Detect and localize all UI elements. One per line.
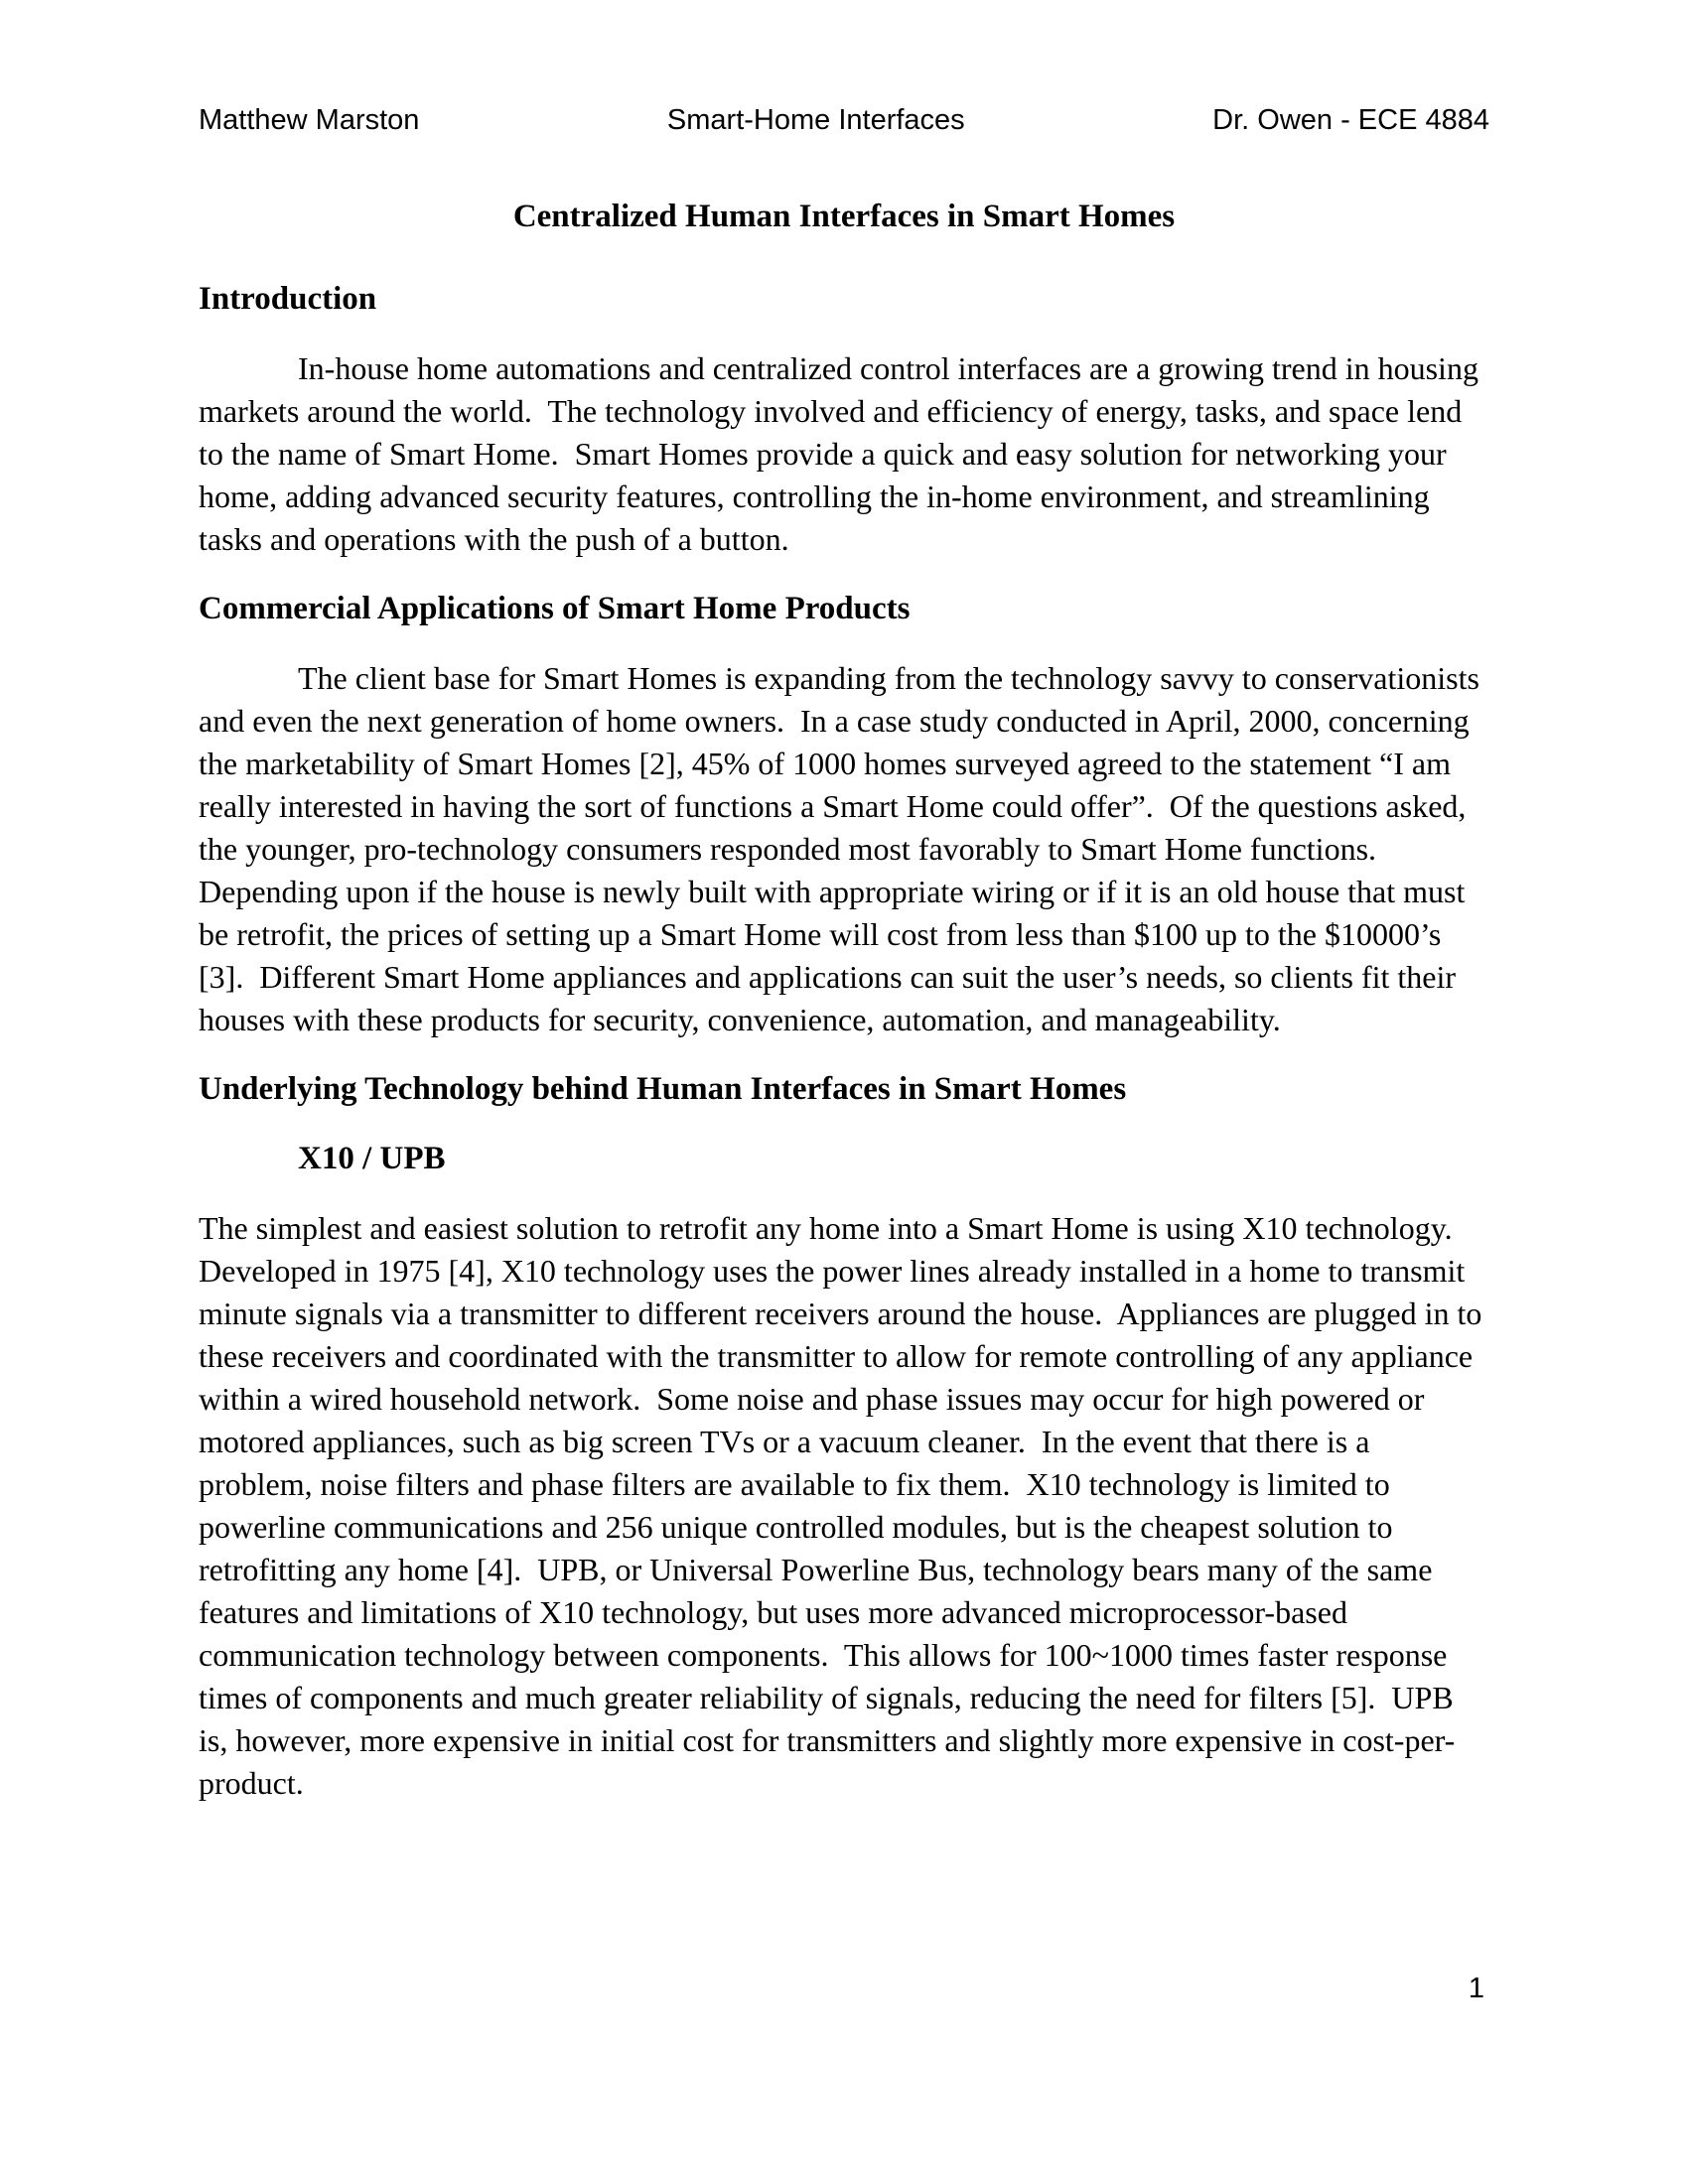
section-heading-introduction: Introduction: [199, 281, 377, 317]
section-heading-commercial-applications: Commercial Applications of Smart Home Products: [199, 591, 911, 626]
header-course: Dr. Owen - ECE 4884: [1212, 104, 1489, 136]
page-header: [199, 102, 1489, 138]
header-author: Matthew Marston: [199, 104, 420, 136]
header-doc-title: Smart-Home Interfaces: [666, 104, 965, 136]
paragraph-x10-upb: The simplest and easiest solution to retrofit any home into a Smart Home is using X10 technology. Developed in 1975 [4], X10 technology uses the power lines already installed in a home to transmit minute signals via a transmitter to different receivers around the house. Appliances are plugged in to these receivers and coordinated with the transmitter to allow for remote controlling of any appliance within a wired household network. Some noise and phase issues may occur for high powered or motored appliances, such as big screen TVs or a vacuum cleaner. In the event that there is a problem, noise filters and phase filters are available to fix them. X10 technology is limited to powerline communications and 256 unique controlled modules, but is the cheapest solution to retrofitting any home [4]. UPB, or Universal Powerline Bus, technology bears many of the same features and limitations of X10 technology, but uses more advanced microprocessor-based communication technology between components. This allows for 100~1000 times faster response times of components and much greater reliability of signals, reducing the need for filters [5]. UPB is, however, more expensive in initial cost for transmitters and slightly more expensive in cost-per-product.: [199, 1210, 1490, 1801]
sub-heading-x10-upb: X10 / UPB: [298, 1141, 446, 1176]
paragraph-introduction: In-house home automations and centralized control interfaces are a growing trend in housing markets around the world. The technology involved and efficiency of energy, tasks, and space lend to the name of Smart Home. Smart Homes provide a quick and easy solution for networking your home, adding advanced security features, controlling the in-home environment, and streamlining tasks and operations with the push of a button.: [199, 350, 1486, 557]
section-introduction: [199, 278, 1489, 561]
page-number: 1: [1468, 1973, 1484, 2004]
section-commercial-applications: [199, 588, 1489, 1041]
section-heading-underlying-technology: Underlying Technology behind Human Interfaces in Smart Homes: [199, 1071, 1127, 1107]
document-title: Centralized Human Interfaces in Smart Homes: [512, 199, 1176, 234]
paragraph-commercial-applications: The client base for Smart Homes is expanding from the technology savvy to conservationists and even the next generation of home owners. In a case study conducted in April, 2000, concerning the marketability of Smart Homes [2], 45% of 1000 homes surveyed agreed to the statement “I am really interested in having the sort of functions a Smart Home could offer”. Of the questions asked, the younger, pro-technology consumers responded most favorably to Smart Home functions. Depending upon if the house is newly built with appropriate wiring or if it is an old house that must be retrofit, the prices of setting up a Smart Home will cost from less than $100 up to the $10000’s [3]. Different Smart Home appliances and applications can suit the user’s needs, so clients fit their houses with these products for security, convenience, automation, and manageability.: [199, 660, 1487, 1037]
section-underlying-technology: [199, 1068, 1489, 1805]
